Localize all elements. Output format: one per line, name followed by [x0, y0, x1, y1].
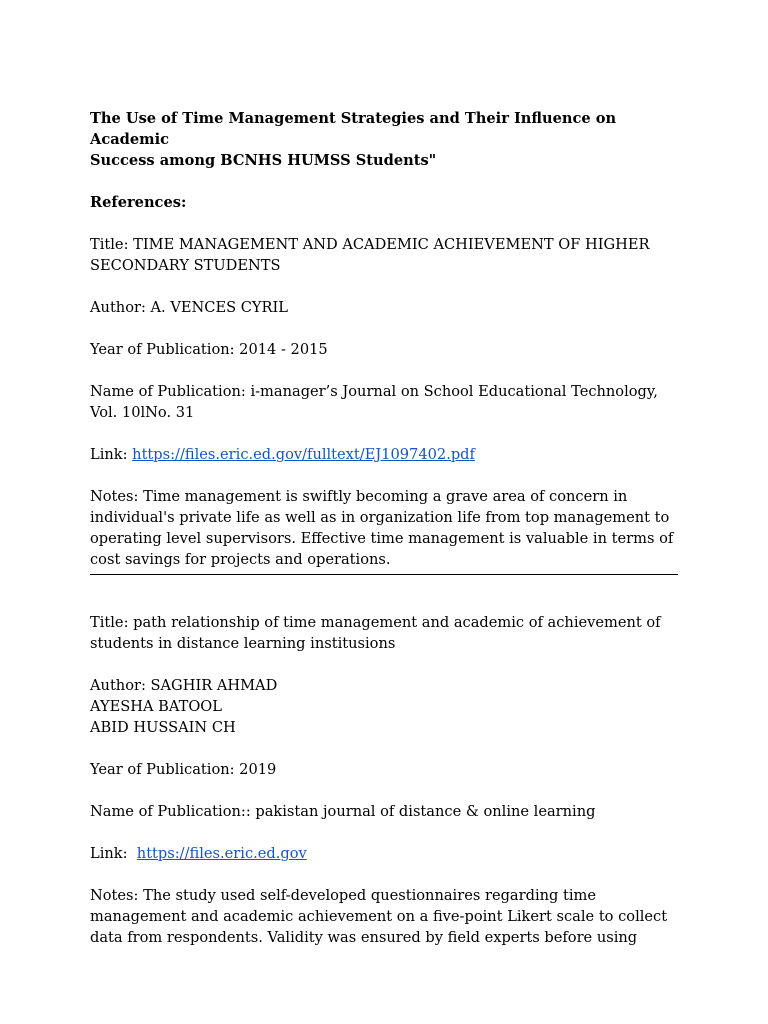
entry2-notes-line: Notes: The study used self-developed questionnaires regarding time	[90, 887, 596, 904]
entry2-title-line: students in distance learning institusions	[90, 635, 396, 652]
entry1-title-line: SECONDARY STUDENTS	[90, 257, 281, 274]
entry-separator	[90, 570, 685, 591]
document-page	[90, 108, 685, 948]
entry2-notes-line: management and academic achievement on a five-point Likert scale to collect	[90, 908, 668, 925]
entry2-title-line: Title: path relationship of time management and academic of achievement of	[90, 614, 661, 631]
document-title-line: Success among BCNHS HUMSS Students"	[90, 152, 437, 169]
entry1-publication	[90, 381, 685, 423]
entry1-link[interactable]: https://files.eric.ed.gov/fulltext/EJ1097402.pdf	[132, 446, 475, 463]
entry2-author-line: AYESHA BATOOL	[90, 698, 222, 715]
entry1-link-label: Link:	[90, 446, 133, 463]
document-title	[90, 108, 685, 171]
entry1-notes-line: Notes: Time management is swiftly becoming a grave area of concern in	[90, 488, 628, 505]
entry1-year: Year of Publication: 2014 - 2015	[90, 341, 328, 358]
entry1-notes	[90, 486, 685, 570]
document-title-line: The Use of Time Management Strategies and Their Influence on Academic	[90, 110, 617, 148]
references-heading: References:	[90, 194, 187, 211]
entry1-publication-line: Name of Publication: i-manager’s Journal on School Educational Technology,	[90, 383, 658, 400]
entry1-title	[90, 234, 685, 276]
entry2-year: Year of Publication: 2019	[90, 761, 277, 778]
entry2-link[interactable]: https://files.eric.ed.gov	[136, 845, 307, 862]
entry2-link-label: Link:	[90, 845, 137, 862]
entry2-notes-line: data from respondents. Validity was ensured by field experts before using	[90, 929, 638, 946]
entry1-title-line: Title: TIME MANAGEMENT AND ACADEMIC ACHIEVEMENT OF HIGHER	[90, 236, 650, 253]
entry2-link-row	[90, 843, 685, 864]
entry1-notes-line: individual's private life as well as in organization life from top management to	[90, 509, 670, 526]
entry2-publication: Name of Publication:: pakistan journal of distance & online learning	[90, 803, 596, 820]
entry2-title	[90, 612, 685, 654]
entry1-author: Author: A. VENCES CYRIL	[90, 299, 288, 316]
entry1-notes-line: cost savings for projects and operations.	[90, 551, 391, 568]
entry2-author-line: ABID HUSSAIN CH	[90, 719, 236, 736]
separator-rule	[90, 574, 678, 575]
entry2-notes	[90, 885, 685, 948]
entry1-link-row	[90, 444, 685, 465]
entry2-author-line: Author: SAGHIR AHMAD	[90, 677, 278, 694]
entry1-notes-line: operating level supervisors. Effective time management is valuable in terms of	[90, 530, 674, 547]
entry2-authors	[90, 675, 685, 738]
entry1-publication-line: Vol. 10lNo. 31	[90, 404, 195, 421]
